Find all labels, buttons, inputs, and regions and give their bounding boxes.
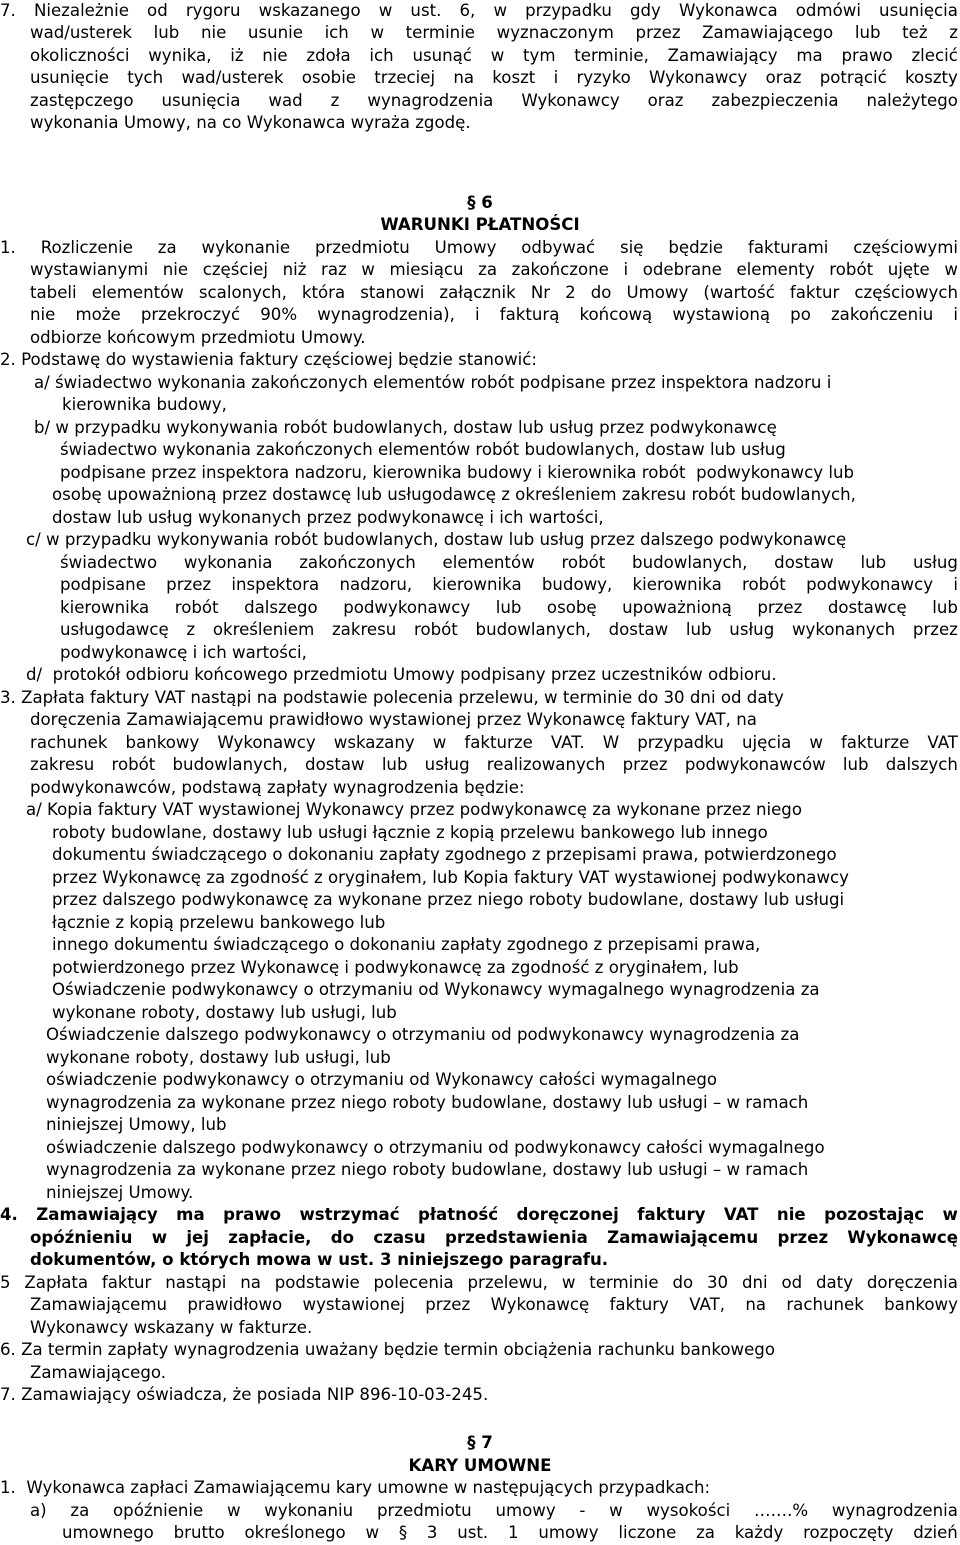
text-line: kierownika robót dalszego podwykonawcy lub osobę upoważnioną przez dostawcę lub xyxy=(60,598,958,617)
text-line: wykonane roboty, dostawy lub usługi, lub xyxy=(52,1003,397,1022)
text-line: innego dokumentu świadczącego o dokonaniu zapłaty zgodnego z przepisami prawa, xyxy=(52,935,761,954)
text-line: kierownika budowy, xyxy=(62,395,227,414)
text-line: rachunek bankowy Wykonawcy wskazany w fakturze VAT. W przypadku ujęcia w fakturze VAT xyxy=(30,733,958,752)
text-line: wykonania Umowy, na co Wykonawca wyraża zgodę. xyxy=(30,113,471,132)
text-line: zastępczego usunięcia wad z wynagrodzenia Wykonawcy oraz zabezpieczenia należytego xyxy=(30,91,958,110)
text-line: dokumentu świadczącego o dokonaniu zapłaty zgodnego z przepisami prawa, potwierdzonego xyxy=(52,845,837,864)
text-line: tabeli elementów scalonych, która stanowi załącznik Nr 2 do Umowy (wartość faktur częściowych xyxy=(30,283,958,302)
text-line: 3. Zapłata faktury VAT nastąpi na podstawie polecenia przelewu, w terminie do 30 dni od daty xyxy=(0,688,784,707)
text-line: osobę upoważnioną przez dostawcę lub usługodawcę z określeniem zakresu robót budowlanych, xyxy=(52,485,856,504)
text-line: Zamawiającemu prawidłowo wystawionej przez Wykonawcę faktury VAT, na rachunek bankowy xyxy=(30,1295,958,1314)
text-line: oświadczenie dalszego podwykonawcy o otrzymaniu od podwykonawcy całości wymagalnego xyxy=(46,1138,825,1157)
text-line: roboty budowlane, dostawy lub usługi łącznie z kopią przelewu bankowego lub innego xyxy=(52,823,768,842)
text-line: 5 Zapłata faktur nastąpi na podstawie polecenia przelewu, w terminie do 30 dni od daty doręczenia xyxy=(0,1273,958,1292)
text-line: oświadczenie podwykonawcy o otrzymaniu od Wykonawcy całości wymagalnego xyxy=(46,1070,718,1089)
text-line: niniejszej Umowy. xyxy=(46,1183,194,1202)
text-line: doręczenia Zamawiającemu prawidłowo wystawionej przez Wykonawcę faktury VAT, na xyxy=(30,710,757,729)
text-line: a/ Kopia faktury VAT wystawionej Wykonawcy przez podwykonawcę za wykonane przez niego xyxy=(26,800,802,819)
section-heading: KARY UMOWNE xyxy=(408,1456,552,1475)
text-line: nie może przekroczyć 90% wynagrodzenia), i fakturą końcową wystawioną po zakończeniu i xyxy=(30,305,958,324)
text-line: świadectwo wykonania zakończonych elementów robót budowlanych, dostaw lub usług xyxy=(60,553,958,572)
section-heading: § 6 xyxy=(467,193,493,212)
text-line: dokumentów, o których mowa w ust. 3 niniejszego paragrafu. xyxy=(30,1250,609,1269)
text-line: 7. Niezależnie od rygoru wskazanego w ust. 6, w przypadku gdy Wykonawca odmówi usunięcia xyxy=(0,1,958,20)
text-line: 7. Zamawiający oświadcza, że posiada NIP 896-10-03-245. xyxy=(0,1385,489,1404)
section-heading: WARUNKI PŁATNOŚCI xyxy=(380,215,580,234)
text-line: łącznie z kopią przelewu bankowego lub xyxy=(52,913,386,932)
text-line: podwykonawców, podstawą zapłaty wynagrodzenia będzie: xyxy=(30,778,525,797)
text-line: niniejszej Umowy, lub xyxy=(46,1115,227,1134)
text-line: umownego brutto określonego w § 3 ust. 1 umowy liczone za każdy rozpoczęty dzień xyxy=(62,1523,958,1542)
text-line: odbiorze końcowym przedmiotu Umowy. xyxy=(30,328,366,347)
text-line: wykonane roboty, dostawy lub usługi, lub xyxy=(46,1048,391,1067)
text-line: d/ protokół odbioru końcowego przedmiotu Umowy podpisany przez uczestników odbioru. xyxy=(26,665,777,684)
text-line: 1. Wykonawca zapłaci Zamawiającemu kary umowne w następujących przypadkach: xyxy=(0,1478,711,1497)
text-line: zakresu robót budowlanych, dostaw lub usług realizowanych przez podwykonawców lub dalszych xyxy=(30,755,958,774)
text-line: potwierdzonego przez Wykonawcę i podwykonawcę za zgodność z oryginałem, lub xyxy=(52,958,739,977)
text-line: wynagrodzenia za wykonane przez niego roboty budowlane, dostawy lub usługi – w ramach xyxy=(46,1093,809,1112)
text-line: 6. Za termin zapłaty wynagrodzenia uważany będzie termin obciążenia rachunku bankowego xyxy=(0,1340,775,1359)
text-line: opóźnieniu w jej zapłacie, do czasu przedstawienia Zamawiającemu przez Wykonawcę xyxy=(30,1228,958,1247)
text-line: wad/usterek lub nie usunie ich w terminie wyznaczonym przez Zamawiającego lub też z xyxy=(30,23,958,42)
text-line: podpisane przez inspektora nadzoru, kierownika budowy, kierownika robót podwykonawcy i xyxy=(60,575,958,594)
text-line: okoliczności wynika, iż nie zdoła ich usunąć w tym terminie, Zamawiający ma prawo zlecić xyxy=(30,46,958,65)
text-line: przez dalszego podwykonawcę za wykonane przez niego roboty budowlane, dostawy lub usługi xyxy=(52,890,845,909)
text-line: wystawianymi nie częściej niż raz w miesiącu za zakończone i odebrane elementy robót ujęte w xyxy=(30,260,958,279)
text-line: Zamawiającego. xyxy=(30,1363,166,1382)
text-line: usługodawcę z określeniem zakresu robót budowlanych, dostaw lub usług wykonanych przez xyxy=(60,620,958,639)
text-line: usunięcie tych wad/usterek osobie trzeciej na koszt i ryzyko Wykonawcy oraz potrącić koszty xyxy=(30,68,958,87)
text-line: Oświadczenie podwykonawcy o otrzymaniu od Wykonawcy wymagalnego wynagrodzenia za xyxy=(52,980,820,999)
text-line: wynagrodzenia za wykonane przez niego roboty budowlane, dostawy lub usługi – w ramach xyxy=(46,1160,809,1179)
text-line: dostaw lub usług wykonanych przez podwykonawcę i ich wartości, xyxy=(52,508,604,527)
text-line: b/ w przypadku wykonywania robót budowlanych, dostaw lub usług przez podwykonawcę xyxy=(34,418,777,437)
text-line: a/ świadectwo wykonania zakończonych elementów robót podpisane przez inspektora nadzoru i xyxy=(34,373,832,392)
text-line: przez Wykonawcę za zgodność z oryginałem, lub Kopia faktury VAT wystawionej podwykonawcy xyxy=(52,868,849,887)
text-line: 1. Rozliczenie za wykonanie przedmiotu Umowy odbywać się będzie fakturami częściowymi xyxy=(0,238,958,257)
text-line: c/ w przypadku wykonywania robót budowlanych, dostaw lub usług przez dalszego podwykonawcę xyxy=(26,530,847,549)
text-line: 2. Podstawę do wystawienia faktury częściowej będzie stanowić: xyxy=(0,350,537,369)
text-line: Wykonawcy wskazany w fakturze. xyxy=(30,1318,313,1337)
text-line: podwykonawcę i ich wartości, xyxy=(60,643,307,662)
text-line: 4. Zamawiający ma prawo wstrzymać płatność doręczonej faktury VAT nie pozostając w xyxy=(0,1205,958,1224)
section-heading: § 7 xyxy=(467,1433,493,1452)
text-line: świadectwo wykonania zakończonych elementów robót budowlanych, dostaw lub usług xyxy=(60,440,786,459)
text-line: podpisane przez inspektora nadzoru, kierownika budowy i kierownika robót podwykonawcy lub xyxy=(60,463,855,482)
text-line: Oświadczenie dalszego podwykonawcy o otrzymaniu od podwykonawcy wynagrodzenia za xyxy=(46,1025,800,1044)
text-line: a) za opóźnienie w wykonaniu przedmiotu umowy - w wysokości …….% wynagrodzenia xyxy=(30,1501,958,1520)
